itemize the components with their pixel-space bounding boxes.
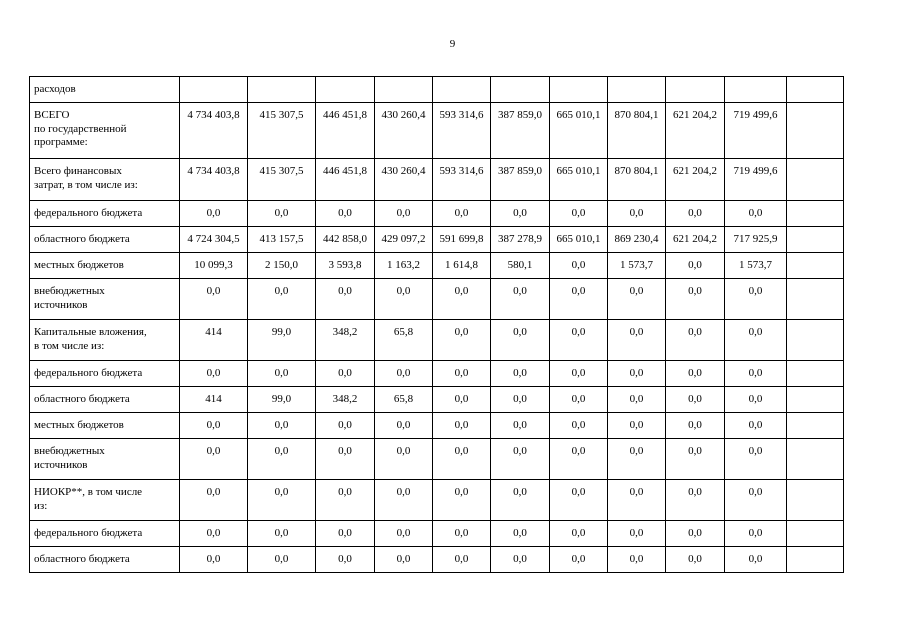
- value-cell: 0,0: [491, 413, 550, 439]
- value-cell: 0,0: [608, 201, 666, 227]
- value-cell: 1 573,7: [608, 253, 666, 279]
- value-cell: 0,0: [248, 439, 316, 480]
- value-cell: 0,0: [316, 361, 375, 387]
- value-cell: 0,0: [725, 320, 787, 361]
- row-label: внебюджетных источников: [30, 279, 180, 320]
- value-cell: 0,0: [433, 201, 491, 227]
- value-cell: 0,0: [248, 201, 316, 227]
- value-cell: 4 724 304,5: [180, 227, 248, 253]
- value-cell: 0,0: [666, 480, 725, 521]
- value-cell: 0,0: [608, 320, 666, 361]
- value-cell: 1 573,7: [725, 253, 787, 279]
- value-cell: 0,0: [433, 521, 491, 547]
- table-row: [30, 320, 844, 361]
- value-cell: [316, 77, 375, 103]
- value-cell: 665 010,1: [550, 227, 608, 253]
- value-cell: 0,0: [180, 413, 248, 439]
- row-label: НИОКР**, в том числе из:: [30, 480, 180, 521]
- value-cell: 0,0: [725, 413, 787, 439]
- value-cell: 0,0: [375, 439, 433, 480]
- value-cell: 0,0: [316, 413, 375, 439]
- value-cell: 430 260,4: [375, 103, 433, 159]
- value-cell: [180, 77, 248, 103]
- value-cell: [666, 77, 725, 103]
- value-cell: 0,0: [316, 547, 375, 573]
- value-cell: 415 307,5: [248, 103, 316, 159]
- row-label: областного бюджета: [30, 387, 180, 413]
- value-cell: 442 858,0: [316, 227, 375, 253]
- value-cell: 0,0: [666, 413, 725, 439]
- value-cell: [725, 77, 787, 103]
- value-cell: 0,0: [550, 413, 608, 439]
- value-cell: 0,0: [550, 253, 608, 279]
- value-cell: 0,0: [433, 413, 491, 439]
- value-cell: 0,0: [725, 201, 787, 227]
- table-row: [30, 103, 844, 159]
- value-cell: [787, 77, 844, 103]
- value-cell: [608, 77, 666, 103]
- value-cell: 665 010,1: [550, 159, 608, 201]
- value-cell: [787, 439, 844, 480]
- value-cell: 0,0: [433, 547, 491, 573]
- value-cell: 4 734 403,8: [180, 159, 248, 201]
- value-cell: 0,0: [491, 387, 550, 413]
- value-cell: 414: [180, 387, 248, 413]
- value-cell: [787, 361, 844, 387]
- value-cell: 0,0: [433, 387, 491, 413]
- value-cell: [787, 521, 844, 547]
- value-cell: 0,0: [550, 361, 608, 387]
- value-cell: 870 804,1: [608, 103, 666, 159]
- value-cell: 0,0: [375, 521, 433, 547]
- value-cell: 0,0: [608, 361, 666, 387]
- value-cell: 0,0: [180, 361, 248, 387]
- value-cell: 0,0: [550, 547, 608, 573]
- value-cell: 0,0: [608, 547, 666, 573]
- value-cell: 0,0: [375, 480, 433, 521]
- value-cell: 429 097,2: [375, 227, 433, 253]
- value-cell: 0,0: [375, 201, 433, 227]
- value-cell: 621 204,2: [666, 103, 725, 159]
- value-cell: 0,0: [666, 521, 725, 547]
- table-row: [30, 77, 844, 103]
- value-cell: [787, 387, 844, 413]
- value-cell: 0,0: [550, 439, 608, 480]
- value-cell: 415 307,5: [248, 159, 316, 201]
- value-cell: 593 314,6: [433, 159, 491, 201]
- value-cell: 387 859,0: [491, 103, 550, 159]
- value-cell: 0,0: [666, 361, 725, 387]
- value-cell: 0,0: [666, 253, 725, 279]
- value-cell: 0,0: [248, 480, 316, 521]
- value-cell: 0,0: [491, 480, 550, 521]
- value-cell: 0,0: [550, 387, 608, 413]
- value-cell: 0,0: [725, 547, 787, 573]
- table-row: [30, 253, 844, 279]
- value-cell: 0,0: [608, 387, 666, 413]
- value-cell: 0,0: [180, 547, 248, 573]
- table-row: [30, 439, 844, 480]
- value-cell: 591 699,8: [433, 227, 491, 253]
- value-cell: 0,0: [491, 439, 550, 480]
- value-cell: 0,0: [248, 547, 316, 573]
- row-label: областного бюджета: [30, 547, 180, 573]
- value-cell: 387 278,9: [491, 227, 550, 253]
- value-cell: 348,2: [316, 320, 375, 361]
- value-cell: 0,0: [666, 439, 725, 480]
- value-cell: 869 230,4: [608, 227, 666, 253]
- value-cell: 0,0: [491, 361, 550, 387]
- value-cell: 0,0: [550, 279, 608, 320]
- value-cell: 0,0: [248, 361, 316, 387]
- value-cell: 0,0: [375, 413, 433, 439]
- value-cell: 4 734 403,8: [180, 103, 248, 159]
- value-cell: 65,8: [375, 320, 433, 361]
- value-cell: 3 593,8: [316, 253, 375, 279]
- value-cell: 0,0: [550, 201, 608, 227]
- value-cell: 0,0: [433, 320, 491, 361]
- value-cell: 0,0: [666, 320, 725, 361]
- row-label: местных бюджетов: [30, 253, 180, 279]
- value-cell: 0,0: [433, 439, 491, 480]
- table-row: [30, 201, 844, 227]
- value-cell: [375, 77, 433, 103]
- value-cell: [787, 320, 844, 361]
- value-cell: [787, 253, 844, 279]
- value-cell: [550, 77, 608, 103]
- value-cell: 0,0: [725, 480, 787, 521]
- row-label: расходов: [30, 77, 180, 103]
- value-cell: 1 614,8: [433, 253, 491, 279]
- value-cell: [248, 77, 316, 103]
- row-label: федерального бюджета: [30, 361, 180, 387]
- value-cell: 0,0: [725, 439, 787, 480]
- value-cell: 65,8: [375, 387, 433, 413]
- value-cell: 719 499,6: [725, 103, 787, 159]
- value-cell: 0,0: [180, 201, 248, 227]
- value-cell: [787, 279, 844, 320]
- value-cell: 99,0: [248, 387, 316, 413]
- row-label: ВСЕГО по государственной программе:: [30, 103, 180, 159]
- value-cell: [433, 77, 491, 103]
- value-cell: 0,0: [608, 279, 666, 320]
- value-cell: 10 099,3: [180, 253, 248, 279]
- value-cell: 387 859,0: [491, 159, 550, 201]
- value-cell: 0,0: [491, 320, 550, 361]
- table-row: [30, 387, 844, 413]
- value-cell: 0,0: [608, 439, 666, 480]
- value-cell: 0,0: [725, 387, 787, 413]
- value-cell: 580,1: [491, 253, 550, 279]
- value-cell: 0,0: [725, 279, 787, 320]
- value-cell: 0,0: [316, 480, 375, 521]
- value-cell: 430 260,4: [375, 159, 433, 201]
- row-label: федерального бюджета: [30, 521, 180, 547]
- value-cell: 0,0: [725, 521, 787, 547]
- value-cell: 0,0: [248, 413, 316, 439]
- value-cell: 1 163,2: [375, 253, 433, 279]
- value-cell: 414: [180, 320, 248, 361]
- value-cell: 0,0: [550, 521, 608, 547]
- value-cell: 0,0: [550, 320, 608, 361]
- value-cell: 665 010,1: [550, 103, 608, 159]
- value-cell: 0,0: [666, 547, 725, 573]
- row-label: областного бюджета: [30, 227, 180, 253]
- value-cell: [787, 547, 844, 573]
- value-cell: 0,0: [550, 480, 608, 521]
- table-row: [30, 361, 844, 387]
- budget-table-body: [30, 77, 844, 573]
- value-cell: [787, 159, 844, 201]
- table-row: [30, 413, 844, 439]
- value-cell: 0,0: [491, 521, 550, 547]
- value-cell: 621 204,2: [666, 227, 725, 253]
- value-cell: 0,0: [608, 521, 666, 547]
- value-cell: 99,0: [248, 320, 316, 361]
- value-cell: 0,0: [375, 547, 433, 573]
- value-cell: 0,0: [248, 521, 316, 547]
- page-number: 9: [449, 38, 456, 50]
- table-row: [30, 227, 844, 253]
- table-row: [30, 159, 844, 201]
- value-cell: 0,0: [375, 361, 433, 387]
- value-cell: 0,0: [180, 521, 248, 547]
- value-cell: 717 925,9: [725, 227, 787, 253]
- value-cell: 0,0: [180, 480, 248, 521]
- value-cell: 0,0: [316, 279, 375, 320]
- row-label: федерального бюджета: [30, 201, 180, 227]
- value-cell: 0,0: [316, 439, 375, 480]
- table-row: [30, 279, 844, 320]
- value-cell: 0,0: [666, 201, 725, 227]
- value-cell: 719 499,6: [725, 159, 787, 201]
- value-cell: 0,0: [491, 279, 550, 320]
- value-cell: 0,0: [316, 521, 375, 547]
- row-label: местных бюджетов: [30, 413, 180, 439]
- table-row: [30, 521, 844, 547]
- value-cell: 0,0: [666, 279, 725, 320]
- value-cell: 0,0: [491, 547, 550, 573]
- value-cell: 446 451,8: [316, 103, 375, 159]
- value-cell: 0,0: [375, 279, 433, 320]
- value-cell: 348,2: [316, 387, 375, 413]
- value-cell: 0,0: [433, 480, 491, 521]
- value-cell: 0,0: [608, 480, 666, 521]
- value-cell: [491, 77, 550, 103]
- value-cell: 621 204,2: [666, 159, 725, 201]
- value-cell: [787, 413, 844, 439]
- row-label: Всего финансовых затрат, в том числе из:: [30, 159, 180, 201]
- value-cell: [787, 103, 844, 159]
- value-cell: 0,0: [433, 361, 491, 387]
- table-row: [30, 547, 844, 573]
- value-cell: 0,0: [491, 201, 550, 227]
- row-label: Капитальные вложения, в том числе из:: [30, 320, 180, 361]
- value-cell: [787, 201, 844, 227]
- row-label: внебюджетных источников: [30, 439, 180, 480]
- value-cell: [787, 227, 844, 253]
- value-cell: 0,0: [433, 279, 491, 320]
- value-cell: 0,0: [180, 439, 248, 480]
- value-cell: 0,0: [248, 279, 316, 320]
- budget-table: [29, 76, 844, 573]
- value-cell: 0,0: [608, 413, 666, 439]
- value-cell: 413 157,5: [248, 227, 316, 253]
- value-cell: 870 804,1: [608, 159, 666, 201]
- value-cell: 446 451,8: [316, 159, 375, 201]
- value-cell: [787, 480, 844, 521]
- table-row: [30, 480, 844, 521]
- value-cell: 2 150,0: [248, 253, 316, 279]
- value-cell: 0,0: [725, 361, 787, 387]
- value-cell: 0,0: [316, 201, 375, 227]
- value-cell: 593 314,6: [433, 103, 491, 159]
- value-cell: 0,0: [180, 279, 248, 320]
- value-cell: 0,0: [666, 387, 725, 413]
